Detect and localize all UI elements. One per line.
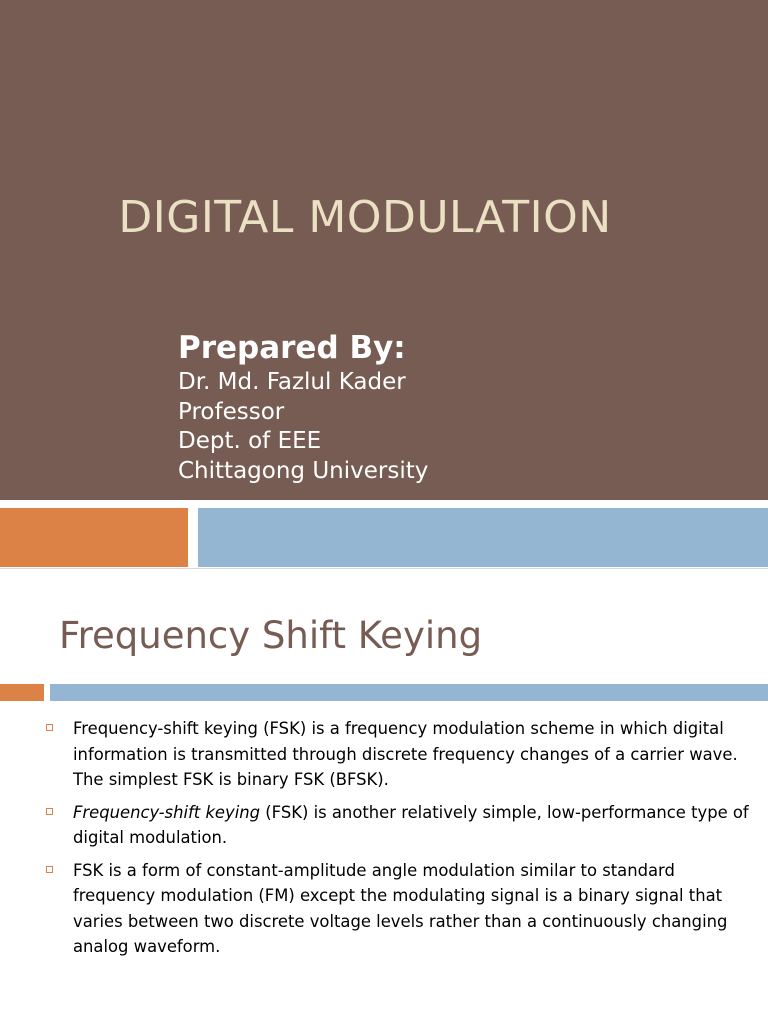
bullet-emphasis: Frequency-shift keying: [73, 802, 261, 822]
heading-bar-orange: [0, 684, 44, 701]
slide-title-heading: DIGITAL MODULATION: [118, 192, 612, 243]
author-institution: Chittagong University: [178, 457, 429, 484]
author-department: Dept. of EEE: [178, 428, 322, 454]
bullet-item: [46, 800, 751, 851]
bullet-item: [46, 858, 751, 960]
prepared-by-label: Prepared By:: [178, 330, 406, 366]
slide-divider: [0, 568, 768, 569]
square-bullet-icon: [46, 866, 53, 873]
accent-bar-orange: [0, 508, 188, 567]
bullet-text: Frequency-shift keying (FSK) is a frequency modulation scheme in which digital information is transmitted through discrete frequency changes of a carrier wave. The simplest FSK is binary FSK (BFSK).: [73, 719, 738, 789]
bullet-text: (FSK) is another relatively simple, low-performance type of digital modulation.: [73, 802, 749, 847]
heading-bar-blue: [50, 684, 768, 701]
accent-bar-blue: [198, 508, 768, 567]
bullet-list: [46, 716, 751, 967]
square-bullet-icon: [46, 808, 53, 815]
slide-heading: Frequency Shift Keying: [59, 614, 483, 657]
square-bullet-icon: [46, 724, 53, 731]
author-info: [178, 368, 428, 486]
author-position: Professor: [178, 398, 285, 425]
bullet-item: [46, 716, 751, 793]
bullet-text: FSK is a form of constant-amplitude angle modulation similar to standard frequency modulation (FM) except the modulating signal is a binary signal that varies between two discrete voltage levels rather than a continuously changing analog waveform.: [73, 860, 728, 956]
author-name: Dr. Md. Fazlul Kader: [178, 369, 406, 395]
